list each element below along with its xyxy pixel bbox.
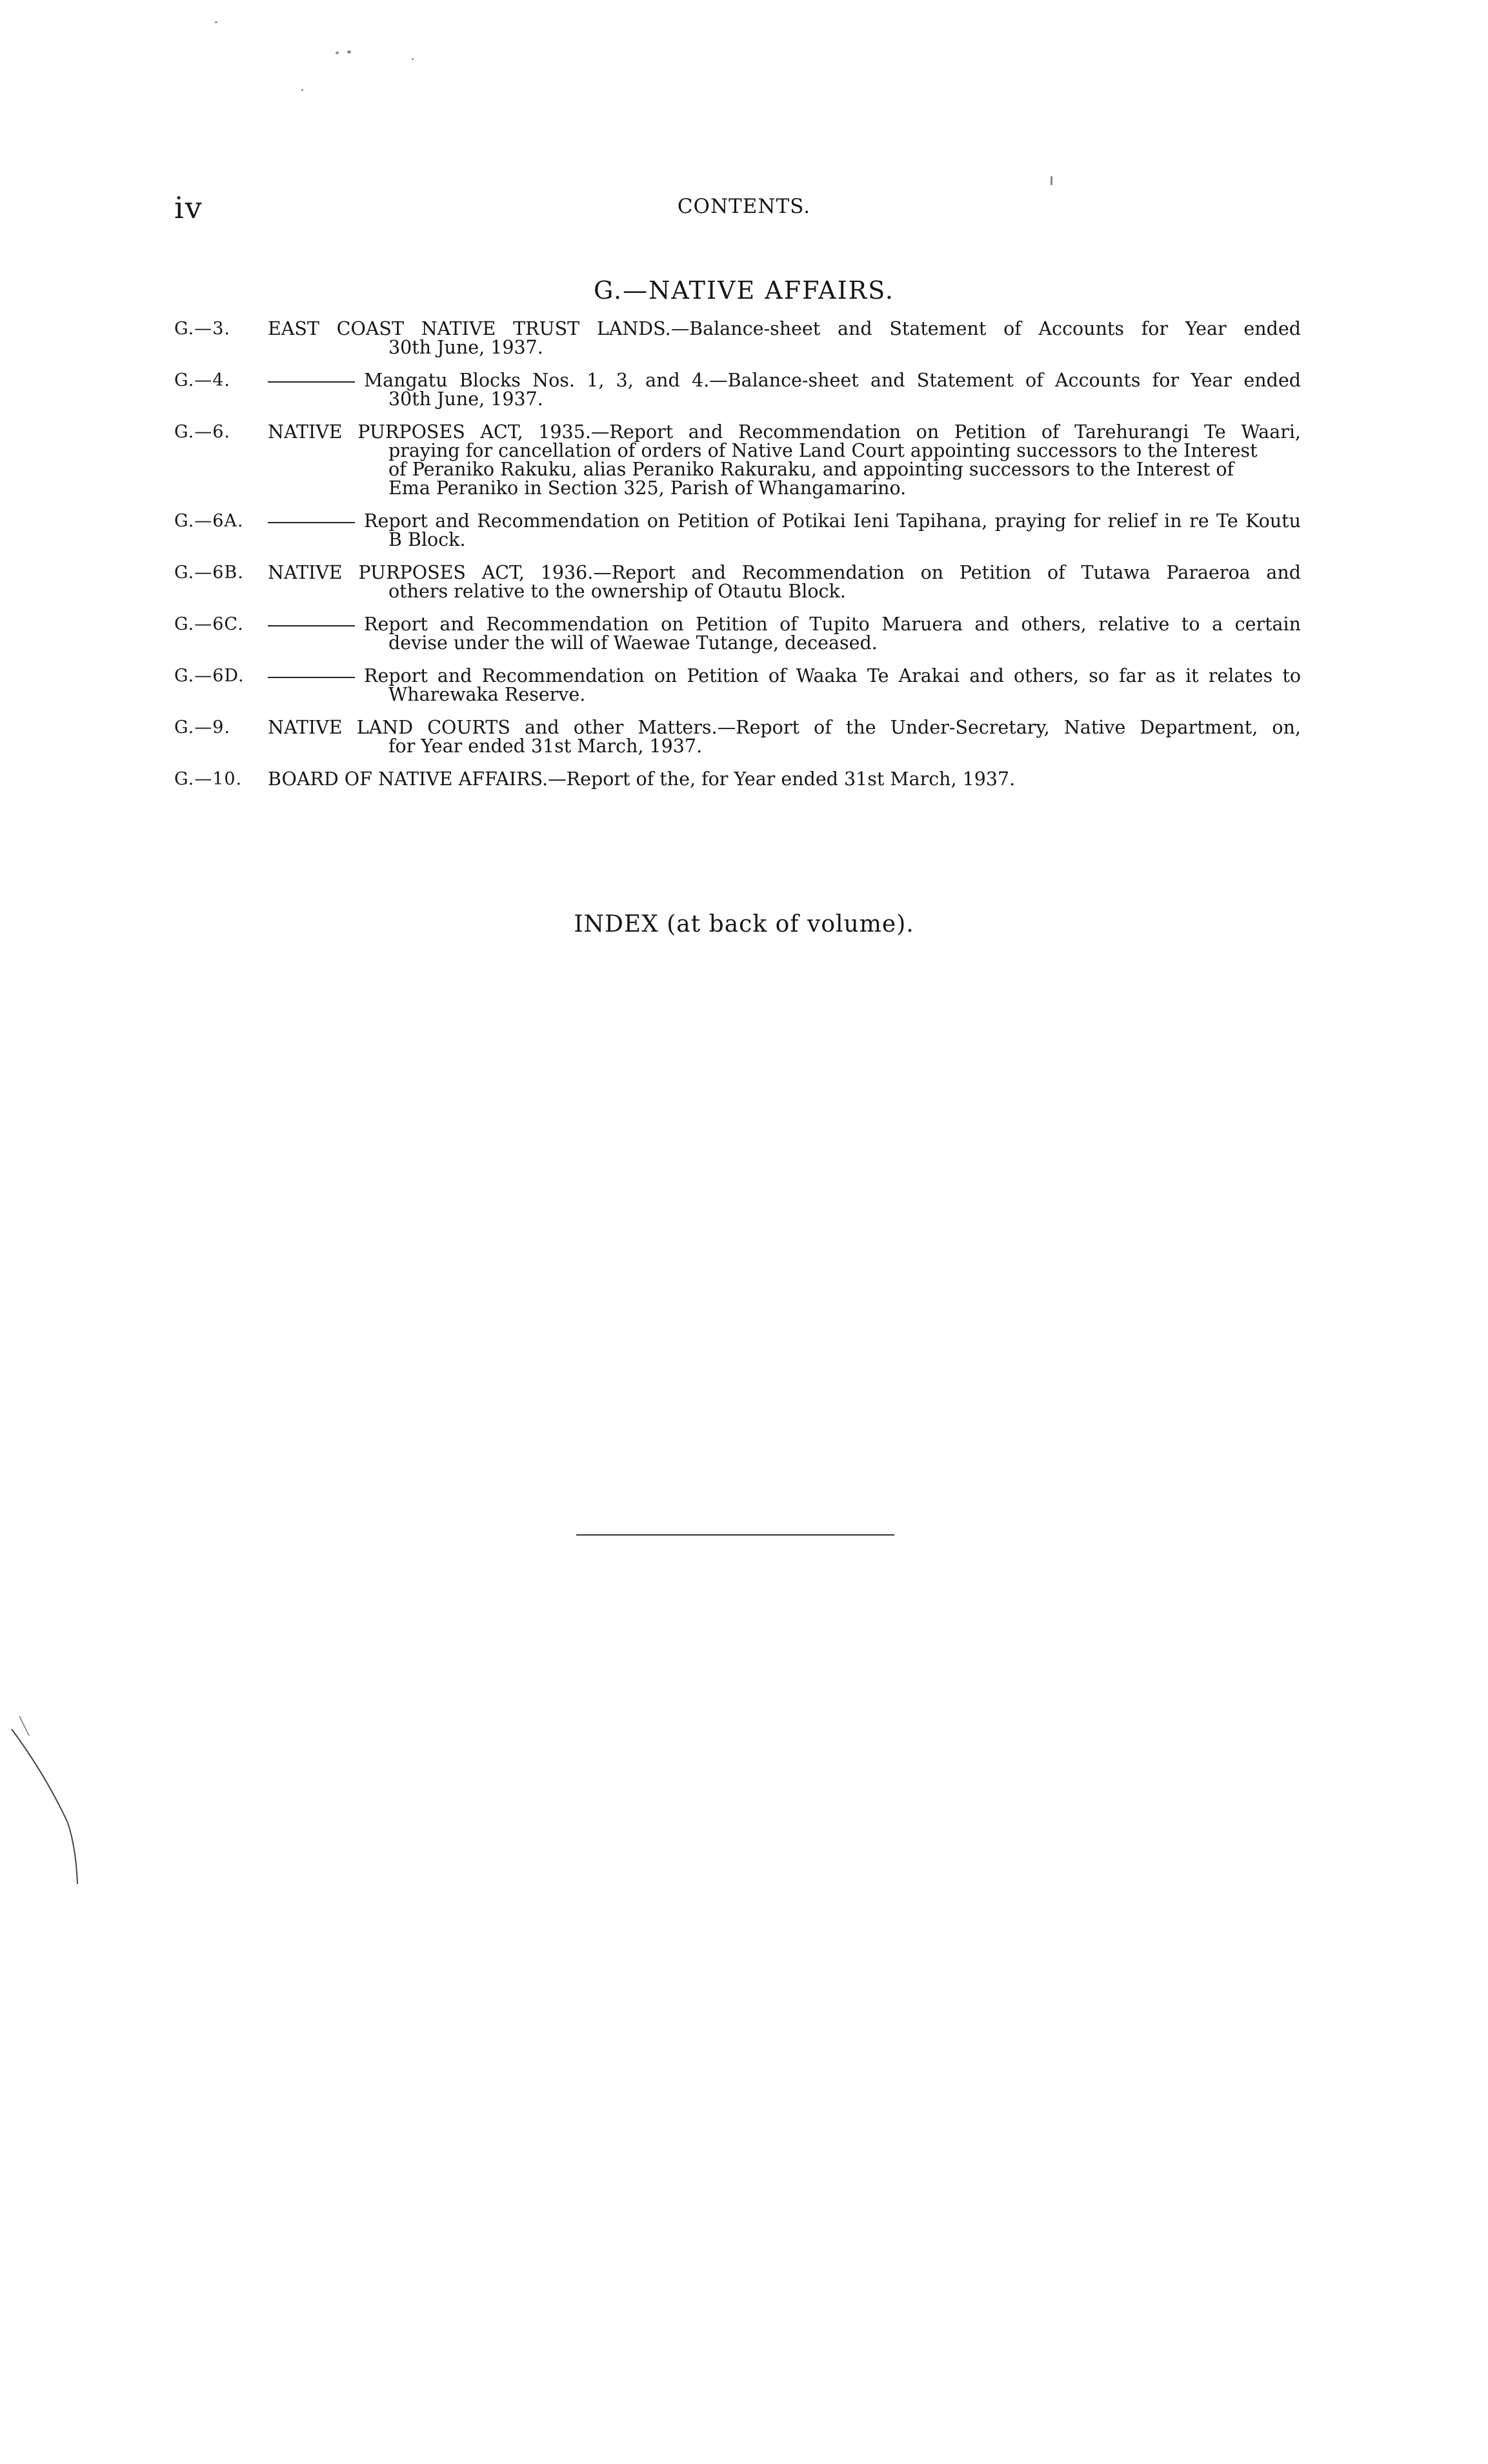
entry-continuation: B Block.	[388, 529, 466, 550]
entry-title: Mangatu Blocks Nos. 1, 3, and 4.—Balance-sheet and Statement of Accounts for Year ended	[364, 370, 1301, 391]
contents-entry-g4	[174, 371, 1301, 408]
contents-entry-g3	[174, 319, 1301, 357]
ditto-dash	[268, 625, 355, 626]
entry-code: G.—6B.	[174, 563, 244, 583]
entry-title: NATIVE PURPOSES ACT, 1935.—Report and Recommendation on Petition of Tarehurangi Te Waari,	[268, 421, 1301, 443]
entry-code: G.—3.	[174, 319, 230, 339]
entry-code: G.—6C.	[174, 614, 244, 634]
contents-entry-g6	[174, 423, 1301, 497]
entry-continuation: praying for cancellation of orders of Native Land Court appointing successors to the Interest	[388, 440, 1258, 461]
scan-speck	[347, 50, 351, 54]
closing-rule	[576, 1534, 894, 1536]
contents-list	[174, 319, 1301, 803]
running-title: CONTENTS.	[677, 195, 811, 218]
entry-title: Report and Recommendation on Petition of Tupito Maruera and others, relative to a certain	[364, 614, 1301, 635]
entry-title: NATIVE LAND COURTS and other Matters.—Report of the Under-Secretary, Native Department, on,	[268, 717, 1301, 738]
entry-continuation: for Year ended 31st March, 1937.	[388, 736, 703, 757]
entry-title: NATIVE PURPOSES ACT, 1936.—Report and Recommendation on Petition of Tutawa Paraeroa and	[268, 562, 1301, 583]
entry-code: G.—6D.	[174, 666, 245, 686]
entry-continuation: devise under the will of Waewae Tutange, deceased.	[388, 632, 878, 654]
entry-code: G.—6.	[174, 422, 230, 442]
contents-entry-g9	[174, 718, 1301, 756]
ditto-dash	[268, 677, 355, 678]
entry-continuation: Ema Peraniko in Section 325, Parish of Whangamarino.	[388, 477, 907, 499]
section-title: G.—NATIVE AFFAIRS.	[593, 276, 894, 305]
scan-speck	[336, 52, 339, 54]
ditto-dash	[268, 381, 355, 383]
contents-entry-g6a	[174, 512, 1301, 549]
scan-scratch-mark	[0, 1703, 90, 1897]
entry-continuation: 30th June, 1937.	[388, 388, 543, 410]
ditto-dash	[268, 522, 355, 523]
scan-speck	[301, 89, 303, 91]
entry-code: G.—10.	[174, 769, 243, 789]
scan-speck	[1051, 176, 1052, 185]
entry-continuation: Wharewaka Reserve.	[388, 684, 586, 705]
entry-code: G.—6A.	[174, 511, 244, 531]
contents-entry-g6d	[174, 666, 1301, 704]
page-number: iv	[174, 190, 203, 225]
contents-entry-g6b	[174, 563, 1301, 601]
contents-entry-g10	[174, 770, 1301, 788]
entry-continuation: others relative to the ownership of Otautu Block.	[388, 581, 846, 602]
entry-title: BOARD OF NATIVE AFFAIRS.—Report of the, for Year ended 31st March, 1937.	[268, 768, 1016, 790]
scan-speck	[215, 21, 217, 23]
entry-title: Report and Recommendation on Petition of Waaka Te Arakai and others, so far as it relates to	[364, 665, 1301, 686]
scan-speck	[412, 58, 414, 60]
entry-continuation: of Peraniko Rakuku, alias Peraniko Rakuraku, and appointing successors to the Interest of	[388, 459, 1234, 480]
entry-code: G.—4.	[174, 370, 230, 390]
entry-title: Report and Recommendation on Petition of Potikai Ieni Tapihana, praying for relief in re Te Koutu	[364, 510, 1301, 532]
contents-entry-g6c	[174, 615, 1301, 652]
entry-continuation: 30th June, 1937.	[388, 337, 543, 358]
entry-code: G.—9.	[174, 717, 230, 737]
index-note: INDEX (at back of volume).	[574, 911, 914, 937]
entry-title: EAST COAST NATIVE TRUST LANDS.—Balance-sheet and Statement of Accounts for Year ended	[268, 318, 1301, 339]
